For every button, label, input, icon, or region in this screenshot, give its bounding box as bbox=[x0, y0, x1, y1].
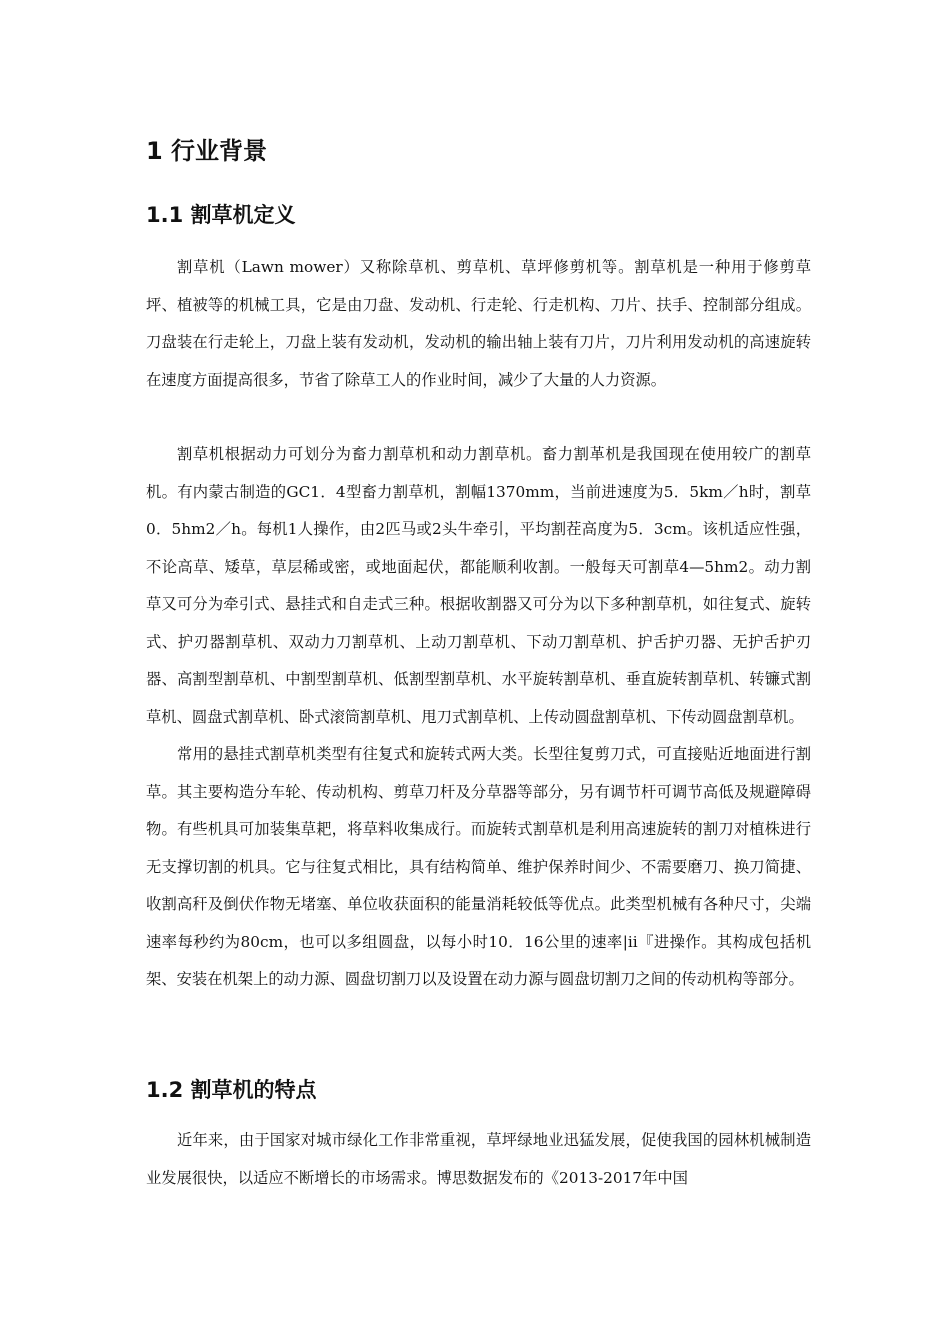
paragraph-classification: 割草机根据动力可划分为畜力割草机和动力割草机。畜力割革机是我国现在使用较广的割草机。有内蒙古制造的GC1．4型畜力割草机，割幅1370mm，当前进速度为5．5km／h时，割草0．5hm2／h。每机1人操作，由2匹马或2头牛牵引，平均割茬高度为5．3cm。该机适应性强，不论高草、矮草，草层稀或密，或地面起伏，都能顺利收割。一般每天可割草4—5hm2。动力割草又可分为牵引式、悬挂式和自走式三种。根据收割器又可分为以下多种割草机，如往复式、旋转式、护刃器割草机、双动力刀割草机、上动刀割草机、下动刀割草机、护舌护刃器、无护舌护刃器、高割型割草机、中割型割草机、低割型割草机、水平旋转割草机、垂直旋转割草机、转镰式割草机、圆盘式割草机、卧式滚筒割草机、甩刀式割草机、上传动圆盘割草机、下传动圆盘割草机。 bbox=[146, 445, 811, 726]
chapter-heading: 1 行业背景 bbox=[146, 137, 268, 165]
paragraph-definition: 割草机（Lawn mower）又称除草机、剪草机、草坪修剪机等。割草机是一种用于修剪草坪、植被等的机械工具，它是由刀盘、发动机、行走轮、行走机构、刀片、扶手、控制部分组成。刀盘装在行走轮上，刀盘上装有发动机，发动机的输出轴上装有刀片，刀片利用发动机的高速旋转在速度方面提高很多，节省了除草工人的作业时间，减少了大量的人力资源。 bbox=[146, 258, 811, 389]
section-1-2-title: 1.2 割草机的特点 bbox=[146, 1078, 317, 1102]
paragraph-suspended-types: 常用的悬挂式割草机类型有往复式和旋转式两大类。长型往复剪刀式，可直接贴近地面进行割草。其主要构造分车轮、传动机构、剪草刀杆及分草器等部分，另有调节杆可调节高低及规避障碍物。有些机具可加装集草耙，将草料收集成行。而旋转式割草机是利用高速旋转的割刀对植株进行无支撑切割的机具。它与往复式相比，具有结构简单、维护保养时间少、不需要磨刀、换刀简捷、收割高秆及倒伏作物无堵塞、单位收获面积的能量消耗较低等优点。此类型机械有各种尺寸，尖端速率每秒约为80cm，也可以多组圆盘，以每小时10．16公里的速率|ii『进操作。其构成包括机架、安装在机架上的动力源、圆盘切割刀以及设置在动力源与圆盘切割刀之间的传动机构等部分。 bbox=[146, 745, 811, 988]
section-1-1-title: 1.1 割草机定义 bbox=[146, 203, 296, 227]
paragraph-features-intro: 近年来，由于国家对城市绿化工作非常重视，草坪绿地业迅猛发展，促使我国的园林机械制造业发展很快，以适应不断增长的市场需求。博思数据发布的《2013-2017年中国 bbox=[146, 1131, 811, 1187]
